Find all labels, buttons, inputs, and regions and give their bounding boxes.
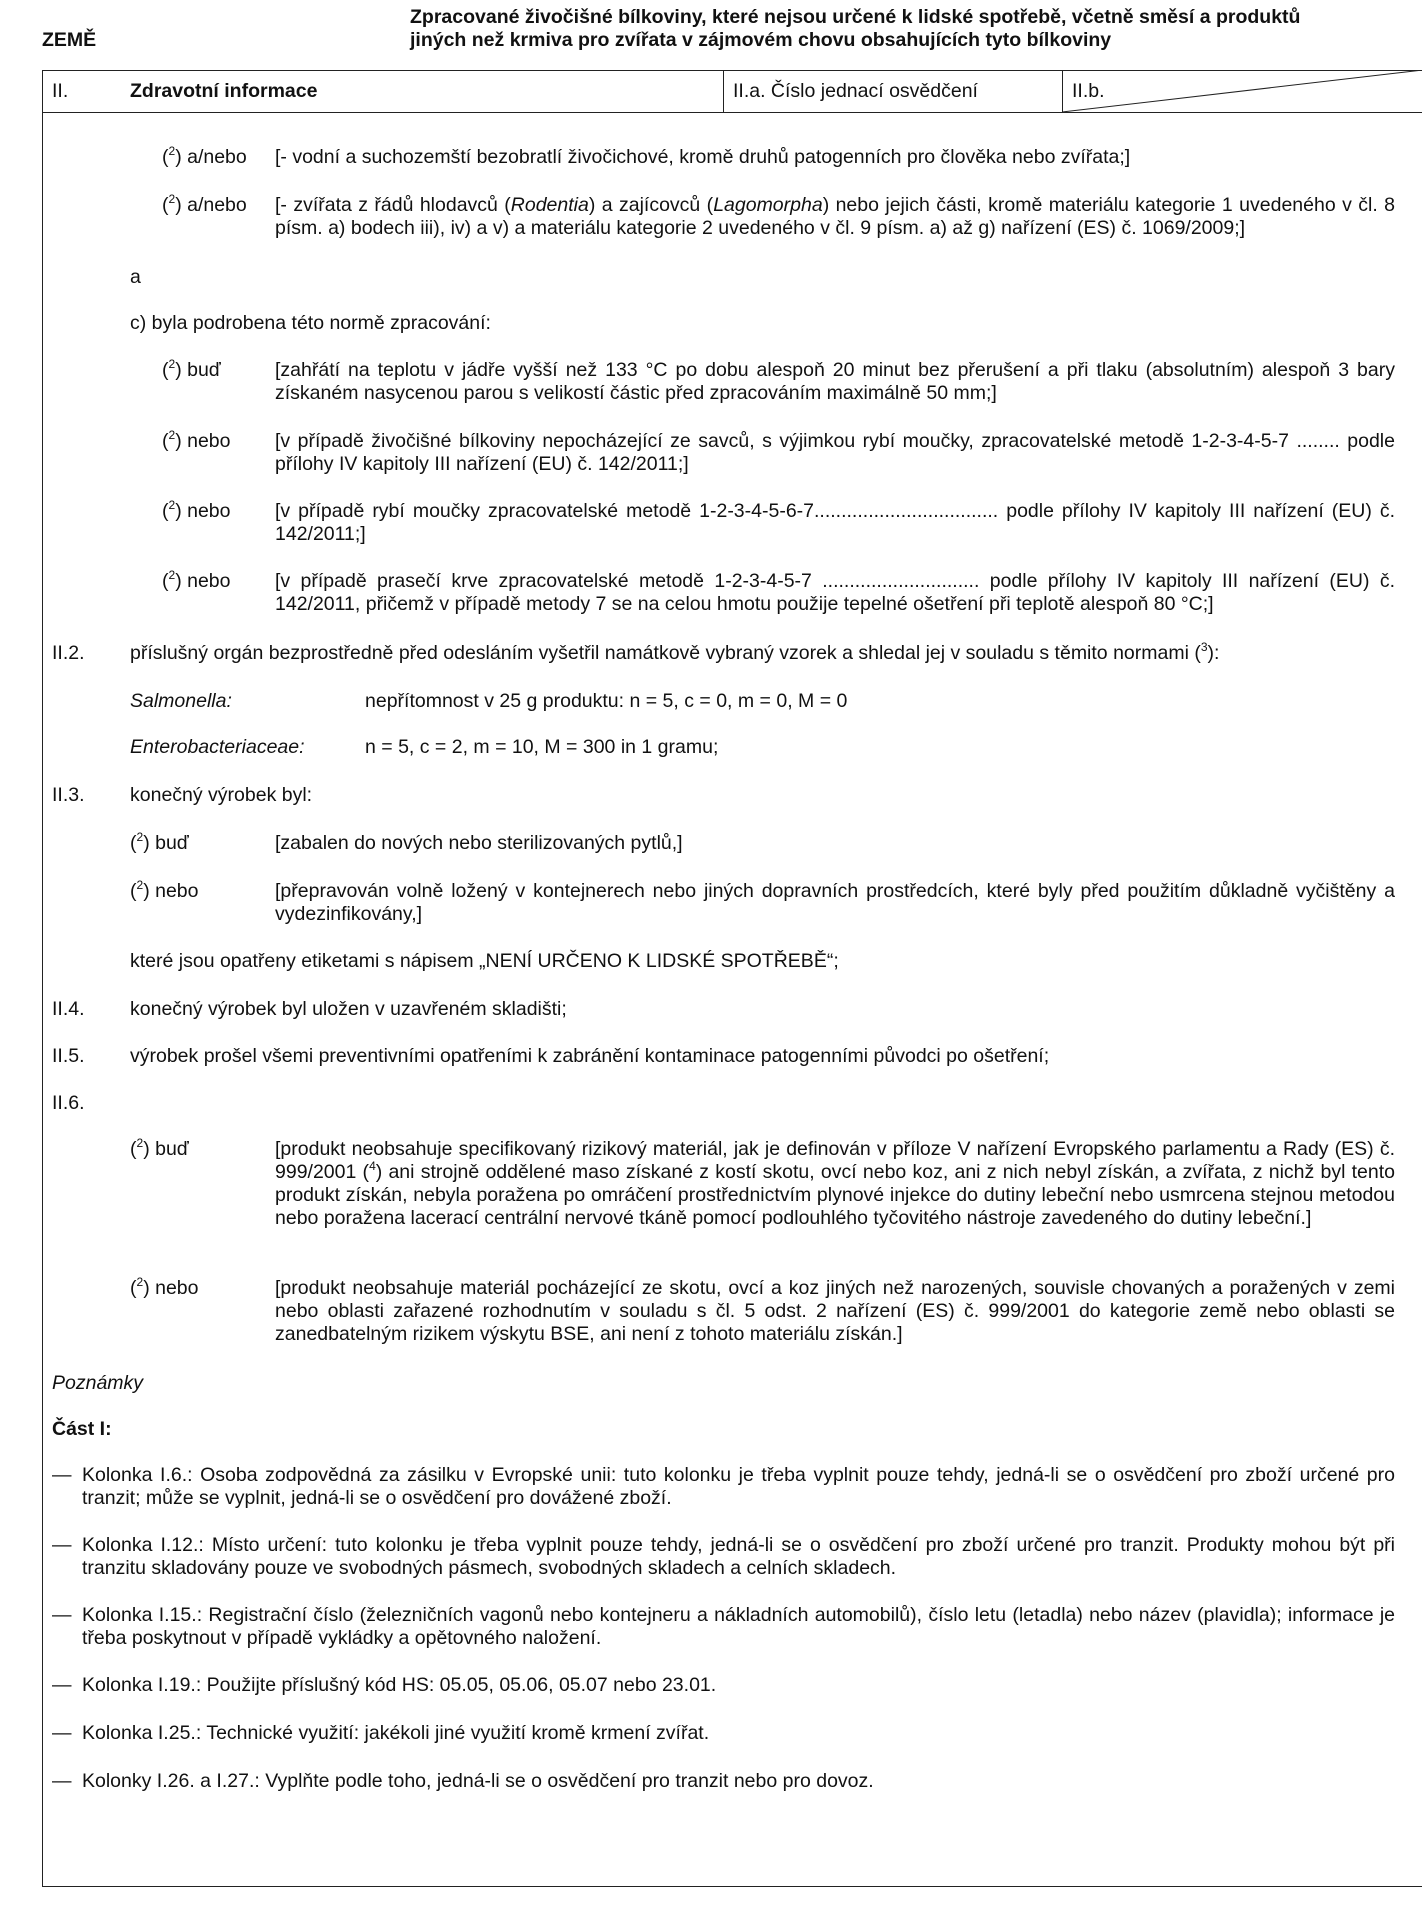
criteria-label: Enterobacteriaceae: (130, 736, 305, 758)
option-label: ($^2$) nebo (162, 567, 231, 592)
option-text: [zahřátí na teplotu v jádře vyšší než 133 °C po dobu alespoň 20 minut bez přerušení a při tlaku (absolutním) alespoň 3 bary získaném nasycenou parou s velikostí částic před zpracováním maximálně 50 mm;] (275, 359, 1395, 404)
note-item: Kolonka I.15.: Registrační číslo (železničních vagonů nebo kontejneru a nákladních automobilů), číslo letu (letadla) nebo název (plavidla); informace je třeba poskytnout v případě vykládky a opětovného naložení. (82, 1604, 1395, 1649)
option-text: [v případě prasečí krve zpracovatelské metodě 1-2-3-4-5-7 ............................. podle přílohy IV kapitoly III nařízení (EU) č. 142/2011, přičemž v případě metody 7 se na celou hmotu použije tepelné ošetření při teplotě alespoň 80 °C;] (275, 570, 1395, 615)
note-item: Kolonky I.26. a I.27.: Vyplňte podle toho, jedná-li se o osvědčení pro tranzit nebo pro dovoz. (82, 1770, 874, 1792)
section-number: II. (52, 80, 69, 102)
item-number: II.4. (52, 998, 85, 1020)
option-text: [produkt neobsahuje specifikovaný rizikový materiál, jak je definován v příloze V nařízení Evropského parlamentu a Rady (ES) č. 999/2001 ($^4$) ani strojně oddělené maso získané z kostí skotu, ovcí nebo koz, ani z nich nebyl získán, a zvířata, z nichž byl tento produkt získán, nebyla poražena po omráčení prostřednictvím plynové injekce do dutiny lebeční nebo usmrcena stejnou metodou nebo poražena lacerací centrální nervové tkáně pomocí podlouhlého tyčovitého nástroje zavedeného do dutiny lebeční.] (275, 1138, 1395, 1229)
option-label: ($^2$) nebo (130, 1274, 199, 1299)
header-col-divider-1 (723, 70, 724, 112)
option-text: [v případě rybí moučky zpracovatelské metodě 1-2-3-4-5-6-7.................................. podle přílohy IV kapitoly III nařízení (EU) č. 142/2011;] (275, 500, 1395, 545)
note-item: Kolonka I.6.: Osoba zodpovědná za zásilku v Evropské unii: tuto kolonku je třeba vyplnit pouze tehdy, jedná-li se o osvědčení pro zboží určené pro tranzit; může se vyplnit, jedná-li se o osvědčení pro dovážené zboží. (82, 1464, 1395, 1509)
option-label: ($^2$) nebo (130, 877, 199, 902)
option-text: [- vodní a suchozemští bezobratlí živočichové, kromě druhů patogenních pro člověka nebo zvířata;] (275, 146, 1131, 168)
item-text: příslušný orgán bezprostředně před odesláním vyšetřil namátkově vybraný vzorek a shledal jej v souladu s těmito normami ($^3$): (130, 639, 1220, 664)
criteria-label: Salmonella: (130, 690, 232, 712)
note-item: Kolonka I.19.: Použijte příslušný kód HS: 05.05, 05.06, 05.07 nebo 23.01. (82, 1674, 717, 1696)
option-label: ($^2$) buď (162, 356, 221, 381)
item-number: II.5. (52, 1045, 85, 1067)
note-item: Kolonka I.12.: Místo určení: tuto kolonku je třeba vyplnit pouze tehdy, jedná-li se o osvědčení pro zboží určené pro tranzit. Produkty mohou být při tranzitu skladovány pouze ve svobodných pásmech, svobodných skladech a celních skladech. (82, 1534, 1395, 1579)
note-dash: — (52, 1674, 72, 1696)
option-text: [produkt neobsahuje materiál pocházející ze skotu, ovcí a koz jiných než narozených, souvisle chovaných a poražených v zemi nebo oblasti zařazené rozhodnutím v souladu s čl. 5 odst. 2 nařízení (ES) č. 999/2001 do kategorie země nebo oblasti se zanedbatelným rizikem výskytu BSE, ani není z tohoto materiálu získán.] (275, 1277, 1395, 1345)
conjunction-and: a (130, 266, 141, 288)
notes-part-heading: Část I: (52, 1418, 112, 1440)
header-divider (42, 112, 1422, 113)
option-label: ($^2$) a/nebo (162, 143, 247, 168)
diagonal-line (1062, 70, 1422, 112)
option-text: [v případě živočišné bílkoviny nepocházející ze savců, s výjimkou rybí moučky, zpracovatelské metodě 1-2-3-4-5-7 ........ podle přílohy IV kapitoly III nařízení (EU) č. 142/2011;] (275, 430, 1395, 475)
option-text: [zabalen do nových nebo sterilizovaných pytlů,] (275, 832, 683, 854)
option-label: ($^2$) buď (130, 1135, 189, 1160)
title-line-2: jiných než krmiva pro zvířata v zájmovém chovu obsahujících tyto bílkoviny (410, 29, 1112, 51)
option-label: ($^2$) nebo (162, 497, 231, 522)
label-statement: které jsou opatřeny etiketami s nápisem „NENÍ URČENO K LIDSKÉ SPOTŘEBĚ“; (130, 950, 839, 972)
document-title (410, 6, 1400, 52)
item-text: konečný výrobek byl: (130, 784, 313, 806)
item-c: c) byla podrobena této normě zpracování: (130, 312, 491, 334)
note-dash: — (52, 1722, 72, 1744)
option-label: ($^2$) nebo (162, 427, 231, 452)
option-label: ($^2$) a/nebo (162, 191, 247, 216)
country-label: ZEMĚ (42, 29, 97, 51)
iib-label: II.b. (1072, 80, 1105, 102)
option-label: ($^2$) buď (130, 829, 189, 854)
note-dash: — (52, 1604, 72, 1626)
section-title: Zdravotní informace (130, 80, 318, 102)
item-text: výrobek prošel všemi preventivními opatřeními k zabránění kontaminace patogenními původci po ošetření; (130, 1045, 1050, 1067)
title-line-1: Zpracované živočišné bílkoviny, které nejsou určené k lidské spotřebě, včetně směsí a produktů (410, 6, 1301, 28)
note-dash: — (52, 1770, 72, 1792)
criteria-value: nepřítomnost v 25 g produktu: n = 5, c = 0, m = 0, M = 0 (365, 690, 848, 712)
note-item: Kolonka I.25.: Technické využití: jakékoli jiné využití kromě krmení zvířat. (82, 1722, 710, 1744)
reference-number-label: II.a. Číslo jednací osvědčení (733, 80, 978, 102)
item-number: II.2. (52, 642, 85, 664)
note-dash: — (52, 1534, 72, 1556)
option-text: [přepravován volně ložený v kontejnerech nebo jiných dopravních prostředcích, které byly před použitím důkladně vyčištěny a vydezinfikovány,] (275, 880, 1395, 925)
item-number: II.3. (52, 784, 85, 806)
criteria-value: n = 5, c = 2, m = 10, M = 300 in 1 gramu; (365, 736, 719, 758)
option-text: [- zvířata z řádů hlodavců (Rodentia) a zajícovců (Lagomorpha) nebo jejich části, kromě materiálu kategorie 1 uvedeného v čl. 8 písm. a) bodech iii), iv) a v) a materiálu kategorie 2 uvedeného v čl. 9 písm. a) až g) nařízení (ES) č. 1069/2009;] (275, 194, 1395, 239)
note-dash: — (52, 1464, 72, 1486)
item-number: II.6. (52, 1092, 85, 1114)
item-text: konečný výrobek byl uložen v uzavřeném skladišti; (130, 998, 567, 1020)
notes-heading: Poznámky (52, 1372, 144, 1394)
